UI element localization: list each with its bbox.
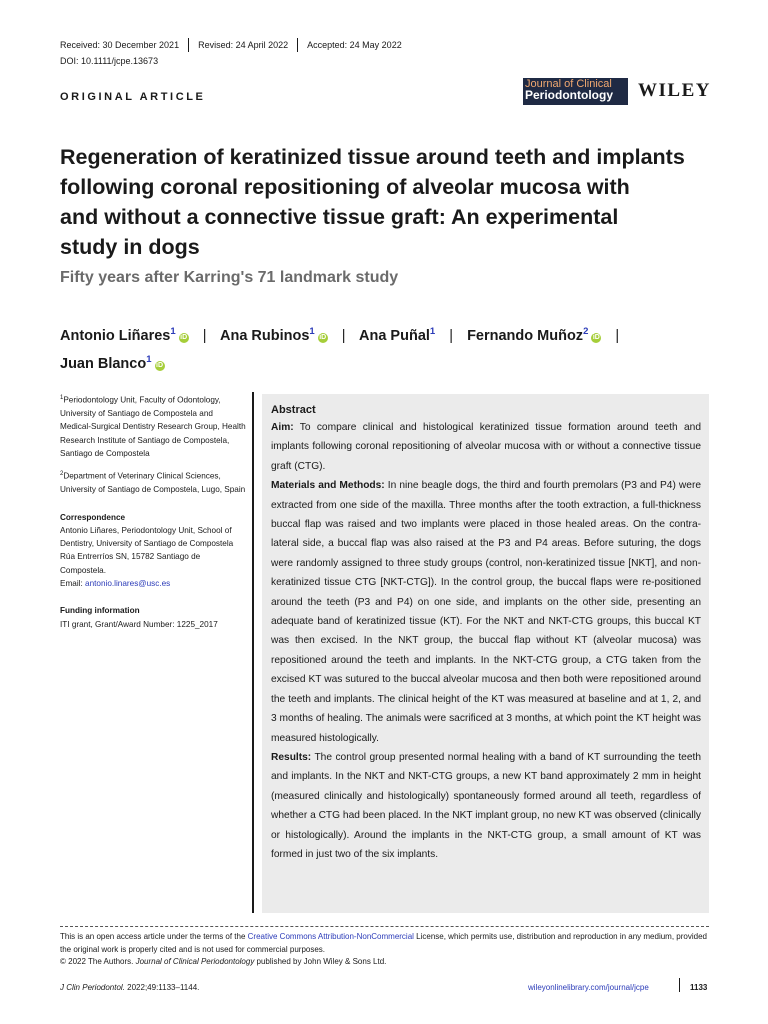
- author-list: [60, 320, 700, 376]
- title-line: following coronal repositioning of alveolar mucosa with: [60, 175, 630, 199]
- orcid-icon[interactable]: iD: [592, 333, 600, 341]
- author-name[interactable]: Fernando Muñoz: [467, 327, 584, 344]
- received-date: Received: 30 December 2021: [60, 40, 180, 50]
- article-title: [60, 142, 720, 262]
- funding-text: ITI grant, Grant/Award Number: 1225_2017: [60, 619, 218, 629]
- title-line: and without a connective tissue graft: An experimental: [60, 205, 619, 229]
- author-separator: |: [615, 327, 620, 344]
- abstract-divider: [252, 392, 254, 913]
- author-separator: |: [202, 327, 207, 344]
- article-subtitle: Fifty years after Karring's 71 landmark study: [60, 269, 399, 286]
- author-name[interactable]: Ana Rubinos: [219, 327, 310, 344]
- license-text: This is an open access article under the terms of the Creative Commons Attribution-NonCommercial License, which permits use, distribution and reproduction in any medium, provided the original work is properly cited and is not used for commercial purposes.: [60, 932, 707, 954]
- author-separator: |: [449, 327, 454, 344]
- journal-logo-line2: Periodontology: [525, 88, 613, 102]
- affiliation-marker[interactable]: 1: [309, 326, 315, 337]
- abstract-results: Results: The control group presented normal healing with a band of KT surrounding the teeth and implants. In the NKT and NKT-CTG groups, a new KT band approximately 2 mm in height (measured clinically and histologically) spontaneously formed around all teeth, regardless of whether a CTG had been placed. In the NKT implant group, no new KT was observed (clinically or histologically). Around the implants in the NKT-CTG group, a small amount of KT was formed in just two of the six implants.: [271, 751, 701, 860]
- orcid-icon[interactable]: iD: [319, 333, 327, 341]
- article-type: ORIGINAL ARTICLE: [60, 91, 206, 103]
- email-link[interactable]: antonio.linares@usc.es: [85, 579, 171, 589]
- footnote-divider: [60, 926, 709, 927]
- title-line: study in dogs: [60, 235, 200, 259]
- affiliation-marker[interactable]: 1: [146, 353, 152, 365]
- doi[interactable]: DOI: 10.1111/jcpe.13673: [60, 56, 159, 66]
- orcid-icon[interactable]: iD: [156, 361, 164, 369]
- abstract-heading: Abstract: [271, 404, 316, 416]
- journal-logo[interactable]: [523, 78, 628, 105]
- orcid-icon[interactable]: iD: [180, 333, 188, 341]
- abstract-aim: Aim: To compare clinical and histological keratinized tissue formation around teeth and implants following coronal repositioning of alveolar mucosa with or without a connective tissue graft (CTG).: [271, 422, 701, 472]
- affiliation-marker[interactable]: 2: [583, 326, 589, 337]
- funding-heading: Funding information: [60, 606, 140, 616]
- affiliation-2: $^2$Department of Veterinary Clinical Sciences, University of Santiago de Compostela, Lugo, Spain: [60, 471, 246, 495]
- copyright-text: © 2022 The Authors. Journal of Clinical Periodontology published by John Wiley & Sons Ltd.: [60, 957, 387, 966]
- publisher-logo[interactable]: WILEY: [638, 80, 711, 101]
- affiliation-1: $^1$Periodontology Unit, Faculty of Odontology, University of Santiago de Compostela and Medical-Surgical Dentistry Research Group, Health Research Institute of Santiago de Compostela, Santiago de Compostela: [60, 395, 246, 458]
- author-separator: |: [341, 327, 346, 344]
- citation: J Clin Periodontol. 2022;49:1133–1144.: [60, 983, 200, 992]
- correspondence-heading: Correspondence: [60, 512, 126, 522]
- affiliation-marker[interactable]: 1: [170, 326, 176, 337]
- revised-date: Revised: 24 April 2022: [198, 40, 289, 50]
- author-name[interactable]: Juan Blanco: [60, 355, 147, 372]
- correspondence-text: Antonio Liñares, Periodontology Unit, School of Dentistry, University of Santiago de Compostela Rúa Entrerríos SN, 15782 Santiago de Compostela.: [60, 525, 234, 575]
- affiliation-marker[interactable]: 1: [429, 326, 436, 337]
- license-link[interactable]: Creative Commons Attribution-NonCommercial: [247, 932, 414, 941]
- footer-divider: [679, 978, 680, 992]
- abstract-box: [262, 394, 709, 913]
- author-name[interactable]: Antonio Liñares: [60, 327, 171, 344]
- journal-url-link[interactable]: wileyonlinelibrary.com/journal/jcpe: [528, 983, 649, 992]
- author-name[interactable]: Ana Puñal: [359, 327, 430, 344]
- license-note: [60, 931, 710, 969]
- page-number: 1133: [690, 983, 708, 992]
- correspondence-email: Email: antonio.linares@usc.es: [60, 579, 171, 589]
- abstract-methods: Materials and Methods: In nine beagle dogs, the third and fourth premolars (P3 and P4) were extracted from one side of the maxilla. Three months after the tooth extraction, a full-thickness buccal flap was raised and two implants were placed in those healed areas. On the contra-lateral side, a buccal flap was also raised at the P3 and P4 areas. Before suturing, the dogs were randomly assigned to three study groups (control, non-keratinized tissue [NKT], and non-keratinized tissue CTG [NKT-CTG]). In the control group, the buccal flaps were re-positioned around the teeth (P3 and P4) on one side, and implants on the other side, presenting an adequate band of keratinized tissue (KT). For the NKT and NKT-CTG groups, this buccal KT was then excised. In the NKT group, the buccal flap without KT (alveolar mucosa) was repositioned around the teeth and implants. In the NKT-CTG group, a CTG taken from the excised KT was sutured to the buccal alveolar mucosa and then both were repositioned around the teeth and implants. The clinical height of the KT was measured at baseline and at 1, 2, and 3 months of healing. The animals were sacrificed at 3 months, at which point the KT height was measured histologically.: [271, 480, 702, 744]
- title-line: Regeneration of keratinized tissue around teeth and implants: [60, 145, 685, 169]
- sidebar-info: [60, 392, 246, 639]
- journal-logo-line1: Journal of Clinical: [525, 78, 612, 90]
- article-dates: [60, 38, 411, 52]
- accepted-date: Accepted: 24 May 2022: [307, 40, 402, 50]
